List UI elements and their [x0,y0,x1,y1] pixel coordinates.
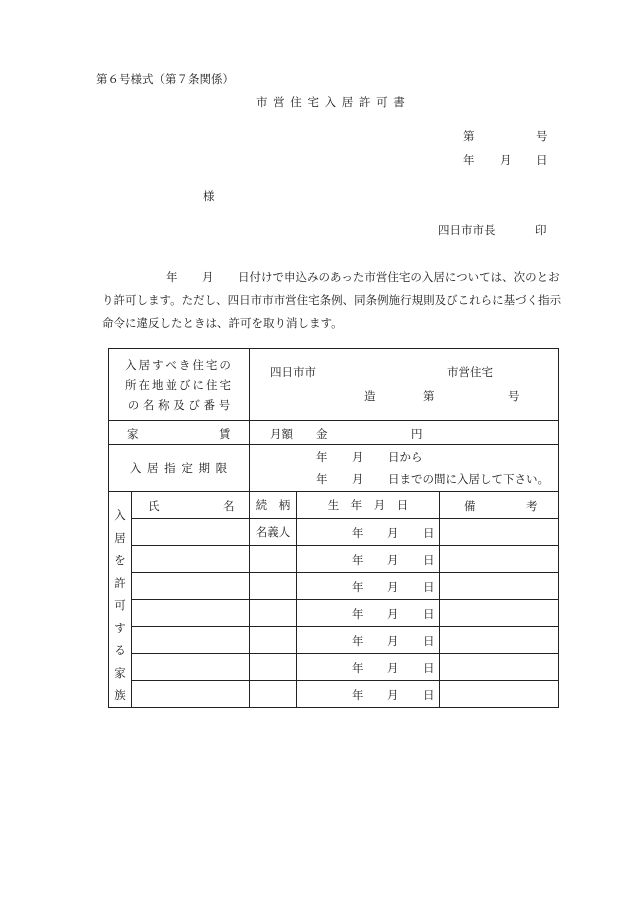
permit-table [108,348,559,708]
family-row [109,519,559,546]
family-row [109,654,559,681]
issuer-seal: 印 [535,223,547,237]
family-relation-cell [250,654,297,681]
family-name-cell [132,519,250,546]
col-name-right: 名 [223,499,235,513]
family-relation-cell [250,573,297,600]
family-notes-cell [440,546,559,573]
family-notes-cell [440,573,559,600]
family-name-cell [132,654,250,681]
family-notes-cell [440,600,559,627]
family-label-char-7: 家 [114,665,126,680]
rent-value-cell [250,421,559,445]
body-line3: 命令に違反したときは、許可を取り消します。 [102,316,343,330]
family-birth-cell [297,573,440,600]
rent-monthly: 月額 [270,426,293,441]
location-label-line2: 所在地並びに住宅 [125,377,233,392]
family-label-char-1: 居 [114,530,126,545]
family-notes-cell [440,654,559,681]
col-notes-right: 考 [526,499,538,513]
family-relation-cell [250,600,297,627]
birth-month: 月 [387,526,399,540]
period-line1-year: 年 [316,450,328,464]
col-name-left: 氏 [148,499,160,513]
birth-year: 年 [352,688,364,702]
period-row [109,445,559,492]
family-birth-cell [297,519,440,546]
body-line1: 日付けで申込みのあった市営住宅の入居については、次のとお [238,270,560,284]
family-row [109,573,559,600]
location-label-line1: 入居すべき住宅の [125,357,233,372]
issue-no-suffix: 号 [536,129,548,143]
issuer-name: 四日市市長 [438,223,496,237]
birth-month: 月 [387,580,399,594]
period-line2-year: 年 [316,472,328,486]
family-name-cell [132,546,250,573]
family-row [109,546,559,573]
body-year: 年 [166,270,178,284]
family-notes-cell [440,627,559,654]
family-relation-cell [250,546,297,573]
rent-label-left: 家 [127,426,139,441]
family-label-cell [109,492,132,708]
document-title: 市 営 住 宅 入 居 許 可 書 [256,95,406,109]
birth-day: 日 [423,634,435,648]
family-relation-cell [250,681,297,708]
family-name-cell [132,627,250,654]
birth-day: 日 [423,580,435,594]
family-label-char-6: る [114,643,126,657]
col-relation-header: 続 柄 [250,492,297,519]
family-row [109,600,559,627]
family-label-char-0: 入 [114,508,126,522]
period-line1-month: 月 [352,450,364,464]
birth-year: 年 [352,634,364,648]
period-line1-day: 日から [388,450,423,464]
rent-row [109,421,559,445]
family-row [109,627,559,654]
family-label-char-3: 許 [114,575,126,590]
birth-day: 日 [423,661,435,675]
unit-dai-label: 第 [423,389,435,403]
col-birth-header: 生 年 月 日 [297,492,440,519]
birth-month: 月 [387,688,399,702]
location-value-cell [250,349,559,421]
family-name-cell [132,600,250,627]
period-label: 入 居 指 定 期 限 [129,461,229,475]
family-row [109,681,559,708]
birth-day: 日 [423,526,435,540]
family-header-row [109,492,559,519]
birth-year: 年 [352,526,364,540]
rent-label-cell [109,421,250,445]
unit-go-label: 号 [508,389,520,403]
issue-day: 日 [536,153,548,167]
birth-year: 年 [352,661,364,675]
period-line2-day: 日までの間に入居して下さい。 [388,472,549,486]
birth-day: 日 [423,607,435,621]
birth-month: 月 [387,661,399,675]
issue-year: 年 [463,153,475,167]
family-notes-cell [440,681,559,708]
period-label-cell [109,445,250,492]
housing-label: 市営住宅 [447,365,493,379]
family-birth-cell [297,546,440,573]
birth-year: 年 [352,607,364,621]
body-line2: り許可します。ただし、四日市市市営住宅条例、同条例施行規則及びこれらに基づく指示 [102,293,562,307]
birth-year: 年 [352,553,364,567]
birth-month: 月 [387,634,399,648]
birth-year: 年 [352,580,364,594]
family-label-char-4: 可 [114,598,126,612]
location-row [109,349,559,421]
family-label-char-8: 族 [114,688,126,702]
issue-no-prefix: 第 [463,129,475,143]
period-line2-month: 月 [352,472,364,486]
family-name-cell [132,681,250,708]
family-label-char-2: を [114,553,126,567]
family-birth-cell [297,654,440,681]
family-birth-cell [297,681,440,708]
birth-day: 日 [423,553,435,567]
form-number: 第６号様式（第７条関係） [96,72,234,86]
rent-kin: 金 [316,426,328,441]
family-birth-cell [297,627,440,654]
location-label-cell [109,349,250,421]
city-label: 四日市市 [270,365,316,379]
body-month: 月 [202,270,214,284]
family-notes-cell [440,519,559,546]
location-label-line3: の 名 称 及 び 番 号 [127,397,231,412]
building-label: 造 [364,389,376,403]
issue-month: 月 [500,153,512,167]
family-name-cell [132,573,250,600]
rent-label-right: 賃 [219,426,231,441]
period-value-cell [250,445,559,492]
addressee-honorific: 様 [203,189,215,203]
col-name-header [132,492,250,519]
family-label-char-5: す [114,620,126,635]
birth-month: 月 [387,607,399,621]
birth-month: 月 [387,553,399,567]
col-notes-header [440,492,559,519]
family-relation-cell [250,627,297,654]
family-birth-cell [297,600,440,627]
family-relation-cell: 名義人 [250,519,297,546]
col-notes-left: 備 [464,499,476,513]
birth-day: 日 [423,688,435,702]
rent-yen: 円 [411,426,423,441]
